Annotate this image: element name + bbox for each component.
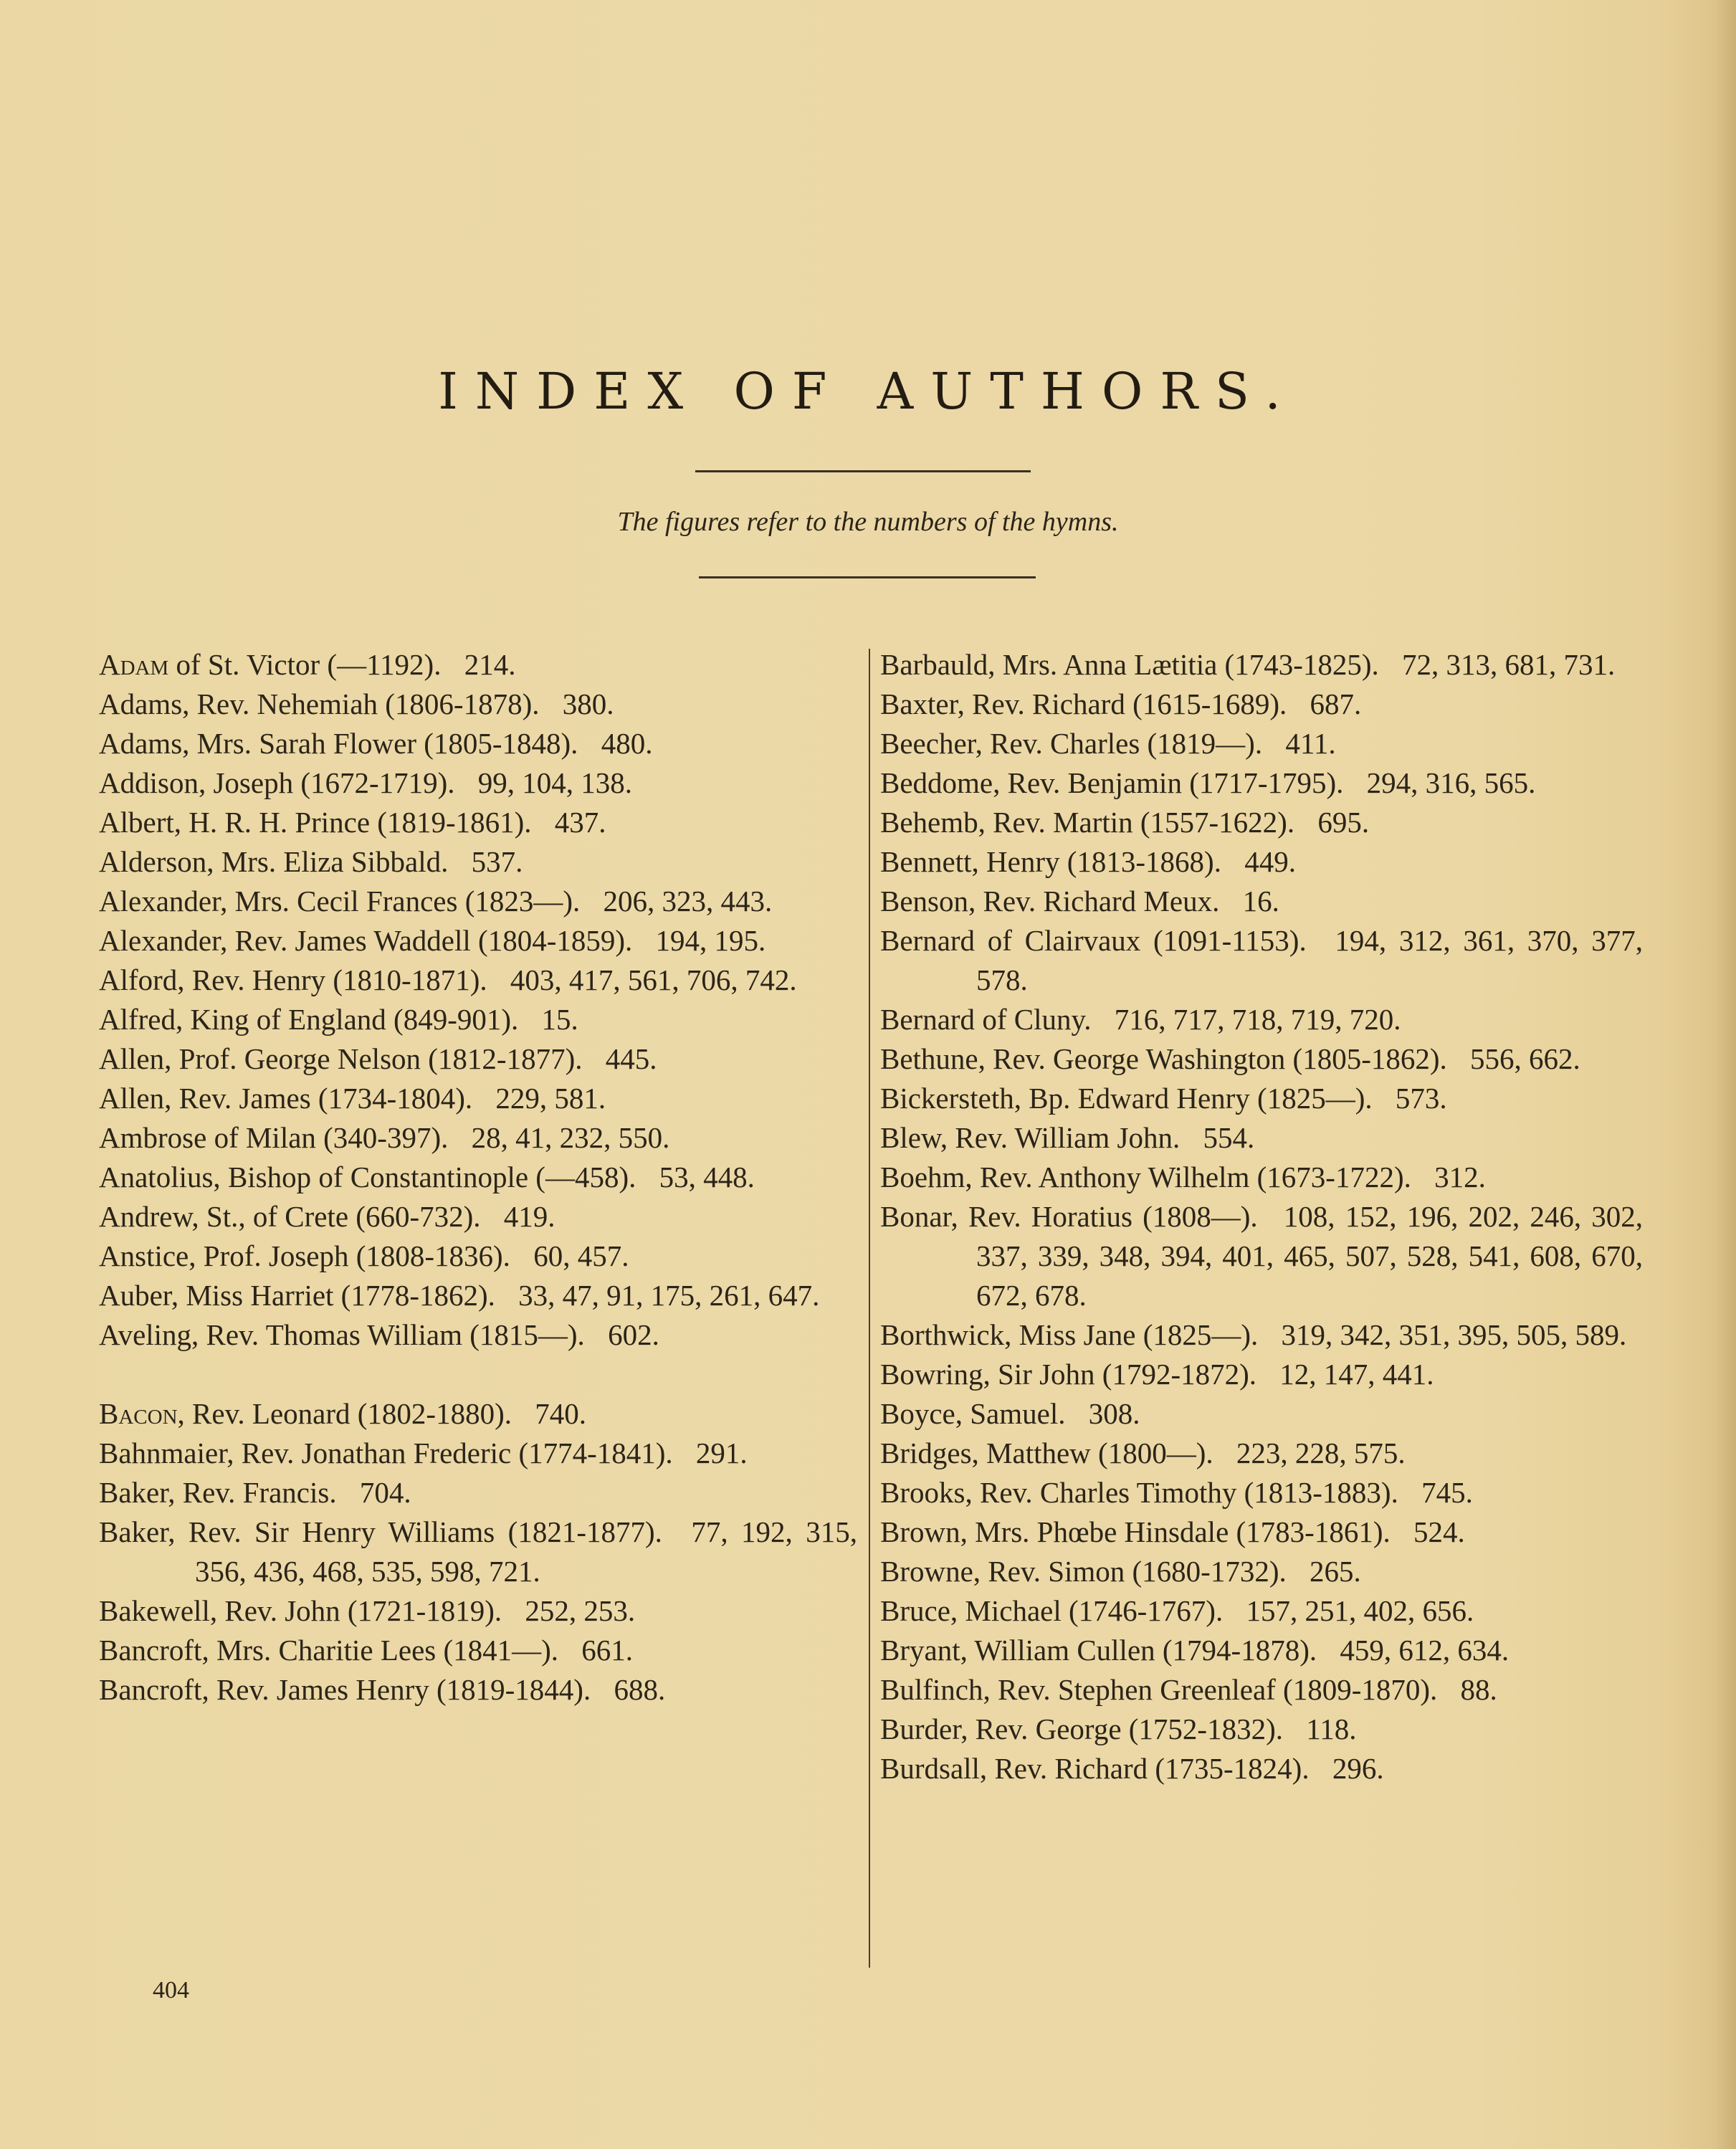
author-entry <box>99 1591 857 1631</box>
author-surname: Brown, <box>880 1515 968 1548</box>
author-details: Samuel. <box>963 1397 1066 1430</box>
author-entry <box>880 1552 1643 1591</box>
page-number: 404 <box>153 1977 189 2003</box>
author-entry <box>99 724 857 763</box>
hymn-numbers: 294, 316, 565. <box>1366 766 1536 799</box>
hymn-numbers: 573. <box>1395 1082 1447 1115</box>
author-entry <box>880 685 1643 724</box>
author-surname: Albert, <box>99 806 181 839</box>
hymn-numbers: 157, 251, 402, 656. <box>1246 1594 1474 1627</box>
author-entry <box>880 882 1643 921</box>
hymn-numbers: 308. <box>1088 1397 1140 1430</box>
author-details: Rev. William John. <box>948 1121 1181 1154</box>
author-entry <box>99 1276 857 1315</box>
hymn-numbers: 688. <box>614 1673 666 1706</box>
author-details: Rev. Stephen Greenleaf (1809-1870). <box>990 1673 1438 1706</box>
author-surname: Browne, <box>880 1555 981 1588</box>
author-details: Mrs. Anna Lætitia (1743-1825). <box>995 648 1379 681</box>
author-details: Rev. Simon (1680-1732). <box>981 1555 1287 1588</box>
author-entry <box>880 1710 1643 1749</box>
author-surname: Bancroft, <box>99 1673 209 1706</box>
author-details: Rev. John (1721-1819). <box>217 1594 502 1627</box>
author-entry <box>99 1315 857 1355</box>
author-details: of St. Victor (—1192). <box>168 648 442 681</box>
author-entry <box>880 1434 1643 1473</box>
author-surname: Bonar, <box>880 1200 958 1233</box>
author-surname: Bahnmaier, <box>99 1436 234 1469</box>
hymn-numbers: 411. <box>1285 727 1336 760</box>
author-surname: Benson, <box>880 885 976 918</box>
hymn-numbers: 60, 457. <box>533 1239 629 1272</box>
hymn-numbers: 77, 192, 315, 356, 436, 468, 535, 598, 721. <box>195 1515 858 1588</box>
hymn-numbers: 695. <box>1317 806 1370 839</box>
hymn-numbers: 223, 228, 575. <box>1236 1436 1406 1469</box>
author-details: Rev. Thomas William (1815—). <box>199 1318 585 1351</box>
hymn-numbers: 661. <box>581 1634 634 1667</box>
page-edge-shadow <box>1714 0 1736 2149</box>
author-entry <box>99 1236 857 1276</box>
author-details: Rev. Richard (1615-1689). <box>964 687 1287 720</box>
author-details: Mrs. Cecil Frances (1823—). <box>227 885 581 918</box>
author-entry <box>99 645 857 685</box>
hymn-numbers: 602. <box>608 1318 659 1351</box>
author-surname: Bruce, <box>880 1594 958 1627</box>
author-surname: Bowring, <box>880 1358 991 1391</box>
author-details: Rev. James (1734-1804). <box>171 1082 473 1115</box>
hymn-numbers: 53, 448. <box>659 1161 755 1193</box>
author-details: Bp. Edward Henry (1825—). <box>1021 1082 1373 1115</box>
author-details: Henry (1813-1868). <box>978 845 1221 878</box>
author-surname: Boehm, <box>880 1161 973 1193</box>
author-entry <box>880 921 1643 1000</box>
author-details: Rev. Anthony Wilhelm (1673-1722). <box>972 1161 1411 1193</box>
author-surname: Alford, <box>99 963 185 996</box>
author-entry <box>99 1158 857 1197</box>
author-details: Rev. George Washington (1805-1862). <box>985 1042 1447 1075</box>
hymn-numbers: 72, 313, 681, 731. <box>1402 648 1616 681</box>
hymn-numbers: 740. <box>535 1397 586 1430</box>
author-details: Mrs. Eliza Sibbald. <box>214 845 449 878</box>
author-entry <box>880 1158 1643 1197</box>
author-surname: Ambrose <box>99 1121 207 1154</box>
author-surname: Behemb, <box>880 806 986 839</box>
column-divider <box>869 649 870 1968</box>
hymn-numbers: 15. <box>541 1003 578 1036</box>
author-details: Miss Jane (1825—). <box>1011 1318 1259 1351</box>
author-details: Mrs. Sarah Flower (1805-1848). <box>189 727 578 760</box>
author-details: Rev. Martin (1557-1622). <box>985 806 1295 839</box>
author-surname: Addison, <box>99 766 206 799</box>
author-entry <box>880 645 1643 685</box>
author-details: Prof. Joseph (1808-1836). <box>196 1239 510 1272</box>
author-details: Joseph (1672-1719). <box>206 766 455 799</box>
author-entry <box>99 1039 857 1079</box>
author-details: Rev. Leonard (1802-1880). <box>184 1397 512 1430</box>
author-details: Miss Harriet (1778-1862). <box>178 1279 495 1312</box>
author-entry <box>880 763 1643 803</box>
author-entry <box>99 685 857 724</box>
author-details: Rev. Henry (1810-1871). <box>184 963 487 996</box>
author-details: Rev. Richard (1735-1824). <box>987 1752 1310 1785</box>
author-surname: Bakewell, <box>99 1594 218 1627</box>
author-surname: Adams, <box>99 687 190 720</box>
author-details: Rev. James Henry (1819-1844). <box>209 1673 591 1706</box>
author-details: of Cluny. <box>975 1003 1092 1036</box>
hymn-numbers: 704. <box>359 1476 411 1509</box>
title-rule-top <box>695 470 1031 472</box>
author-surname: Anstice, <box>99 1239 196 1272</box>
author-surname: Boyce, <box>880 1397 963 1430</box>
hymn-numbers: 194, 312, 361, 370, 377, 578. <box>976 924 1643 996</box>
author-surname: Allen, <box>99 1082 172 1115</box>
hymn-numbers: 265. <box>1310 1555 1361 1588</box>
author-entry <box>99 1473 857 1512</box>
author-entry <box>99 1394 857 1434</box>
author-entry <box>99 1000 857 1039</box>
hymn-numbers: 252, 253. <box>525 1594 636 1627</box>
hymn-numbers: 437. <box>554 806 606 839</box>
hymn-numbers: 716, 717, 718, 719, 720. <box>1114 1003 1401 1036</box>
author-details: Rev. Nehemiah (1806-1878). <box>189 687 540 720</box>
author-entry <box>880 1197 1643 1315</box>
author-entry <box>99 1079 857 1118</box>
author-surname: Bickersteth, <box>880 1082 1021 1115</box>
author-surname: Bridges, <box>880 1436 979 1469</box>
author-entry <box>880 1000 1643 1039</box>
author-details: Mrs. Charitie Lees (1841—). <box>209 1634 559 1667</box>
author-details: Rev. Charles (1819—). <box>982 727 1263 760</box>
author-entry <box>99 1197 857 1236</box>
author-details: H. R. H. Prince (1819-1861). <box>181 806 532 839</box>
hymn-numbers: 296. <box>1332 1752 1384 1785</box>
author-entry <box>99 961 857 1000</box>
author-entry <box>99 882 857 921</box>
author-details: Rev. James Waddell (1804-1859). <box>227 924 633 957</box>
author-entry <box>880 1631 1643 1670</box>
hymn-numbers: 229, 581. <box>495 1082 606 1115</box>
hymn-numbers: 12, 147, 441. <box>1279 1358 1434 1391</box>
author-details: Sir John (1792-1872). <box>990 1358 1257 1391</box>
author-details: of Milan (340-397). <box>206 1121 449 1154</box>
hymn-numbers: 556, 662. <box>1470 1042 1580 1075</box>
author-entry <box>99 921 857 961</box>
author-details: Prof. George Nelson (1812-1877). <box>171 1042 583 1075</box>
author-entry <box>99 1631 857 1670</box>
author-surname: Adam <box>99 648 169 681</box>
author-entry <box>880 1118 1643 1158</box>
author-surname: Bulfinch, <box>880 1673 991 1706</box>
hymn-numbers: 88. <box>1460 1673 1497 1706</box>
page-title: INDEX OF AUTHORS. <box>438 362 1298 421</box>
author-details: Michael (1746-1767). <box>958 1594 1224 1627</box>
author-entry <box>880 1670 1643 1710</box>
hymn-numbers: 16. <box>1242 885 1279 918</box>
author-surname: Beddome, <box>880 766 1001 799</box>
author-surname: Burder, <box>880 1712 968 1745</box>
author-surname: Bancroft, <box>99 1634 209 1667</box>
author-surname: Allen, <box>99 1042 172 1075</box>
section-gap <box>99 1355 857 1394</box>
author-surname: Beecher, <box>880 727 983 760</box>
author-details: King of England (849-901). <box>183 1003 519 1036</box>
author-entry <box>880 724 1643 763</box>
index-note: The figures refer to the numbers of the hymns. <box>617 507 1119 537</box>
author-surname: Baker, <box>99 1476 176 1509</box>
author-surname: Adams, <box>99 727 190 760</box>
author-details: Matthew (1800—). <box>978 1436 1213 1469</box>
author-details: Rev. Jonathan Frederic (1774-1841). <box>234 1436 673 1469</box>
author-entry <box>880 1394 1643 1434</box>
hymn-numbers: 108, 152, 196, 202, 246, 302, 337, 339, 348, 394, 401, 465, 507, 528, 541, 608, 670, 672, 678. <box>976 1200 1644 1312</box>
author-entry <box>99 1512 857 1591</box>
author-surname: Baker, <box>99 1515 176 1548</box>
author-surname: Burdsall, <box>880 1752 988 1785</box>
hymn-numbers: 459, 612, 634. <box>1340 1634 1510 1667</box>
author-surname: Bernard <box>880 1003 976 1036</box>
hymn-numbers: 319, 342, 351, 395, 505, 589. <box>1281 1318 1627 1351</box>
author-surname: Alfred, <box>99 1003 183 1036</box>
hymn-numbers: 403, 417, 561, 706, 742. <box>510 963 797 996</box>
hymn-numbers: 206, 323, 443. <box>603 885 773 918</box>
author-entry <box>99 1118 857 1158</box>
hymn-numbers: 33, 47, 91, 175, 261, 647. <box>518 1279 820 1312</box>
hymn-numbers: 194, 195. <box>655 924 766 957</box>
hymn-numbers: 480. <box>601 727 653 760</box>
author-details: Rev. Benjamin (1717-1795). <box>1000 766 1344 799</box>
hymn-numbers: 28, 41, 232, 550. <box>471 1121 670 1154</box>
author-surname: Aveling, <box>99 1318 199 1351</box>
author-surname: Brooks, <box>880 1476 973 1509</box>
author-surname: Anatolius, <box>99 1161 221 1193</box>
hymn-numbers: 524. <box>1413 1515 1465 1548</box>
author-surname: Bernard <box>880 924 976 957</box>
hymn-numbers: 312. <box>1434 1161 1486 1193</box>
author-surname: Alderson, <box>99 845 214 878</box>
author-entry <box>880 1512 1643 1552</box>
author-surname: Blew, <box>880 1121 948 1154</box>
author-details: Rev. Charles Timothy (1813-1883). <box>972 1476 1398 1509</box>
hymn-numbers: 99, 104, 138. <box>477 766 633 799</box>
title-rule-bottom <box>699 576 1036 578</box>
author-surname: Bethune, <box>880 1042 986 1075</box>
author-details: Rev. Richard Meux. <box>976 885 1220 918</box>
author-surname: Alexander, <box>99 885 228 918</box>
author-details: Rev. Sir Henry Williams (1821-1877). <box>175 1515 662 1548</box>
author-details: Bishop of Constantinople (—458). <box>220 1161 636 1193</box>
author-surname: Bryant, <box>880 1634 968 1667</box>
hymn-numbers: 291. <box>695 1436 748 1469</box>
hymn-numbers: 445. <box>605 1042 657 1075</box>
hymn-numbers: 449. <box>1244 845 1296 878</box>
author-details: William Cullen (1794-1878). <box>967 1634 1317 1667</box>
author-surname: Borthwick, <box>880 1318 1012 1351</box>
hymn-numbers: 554. <box>1203 1121 1255 1154</box>
author-details: Rev. George (1752-1832). <box>968 1712 1283 1745</box>
author-surname: Andrew, <box>99 1200 199 1233</box>
author-details: St., of Crete (660-732). <box>199 1200 481 1233</box>
index-column-right <box>880 645 1643 1788</box>
author-entry <box>880 803 1643 842</box>
hymn-numbers: 214. <box>464 648 516 681</box>
author-entry <box>880 1591 1643 1631</box>
author-entry <box>880 1039 1643 1079</box>
author-details: Mrs. Phœbe Hinsdale (1783-1861). <box>967 1515 1391 1548</box>
author-surname: Barbauld, <box>880 648 996 681</box>
hymn-numbers: 380. <box>562 687 614 720</box>
author-entry <box>99 803 857 842</box>
hymn-numbers: 118. <box>1306 1712 1357 1745</box>
author-entry <box>99 763 857 803</box>
author-entry <box>99 842 857 882</box>
author-surname: Bacon, <box>99 1397 185 1430</box>
author-surname: Alexander, <box>99 924 228 957</box>
author-details: Rev. Horatius (1808—). <box>958 1200 1258 1233</box>
author-details: of Clairvaux (1091-1153). <box>975 924 1307 957</box>
author-surname: Auber, <box>99 1279 179 1312</box>
hymn-numbers: 745. <box>1421 1476 1473 1509</box>
author-details: Rev. Francis. <box>175 1476 337 1509</box>
hymn-numbers: 419. <box>503 1200 555 1233</box>
author-surname: Bennett, <box>880 845 979 878</box>
hymn-numbers: 687. <box>1310 687 1362 720</box>
author-entry <box>880 1355 1643 1394</box>
author-entry <box>880 1079 1643 1118</box>
author-entry <box>880 842 1643 882</box>
author-entry <box>880 1315 1643 1355</box>
hymn-numbers: 537. <box>471 845 523 878</box>
author-entry <box>880 1749 1643 1788</box>
author-entry <box>99 1670 857 1710</box>
author-entry <box>99 1434 857 1473</box>
author-entry <box>880 1473 1643 1512</box>
index-column-left <box>99 645 857 1710</box>
author-surname: Baxter, <box>880 687 965 720</box>
